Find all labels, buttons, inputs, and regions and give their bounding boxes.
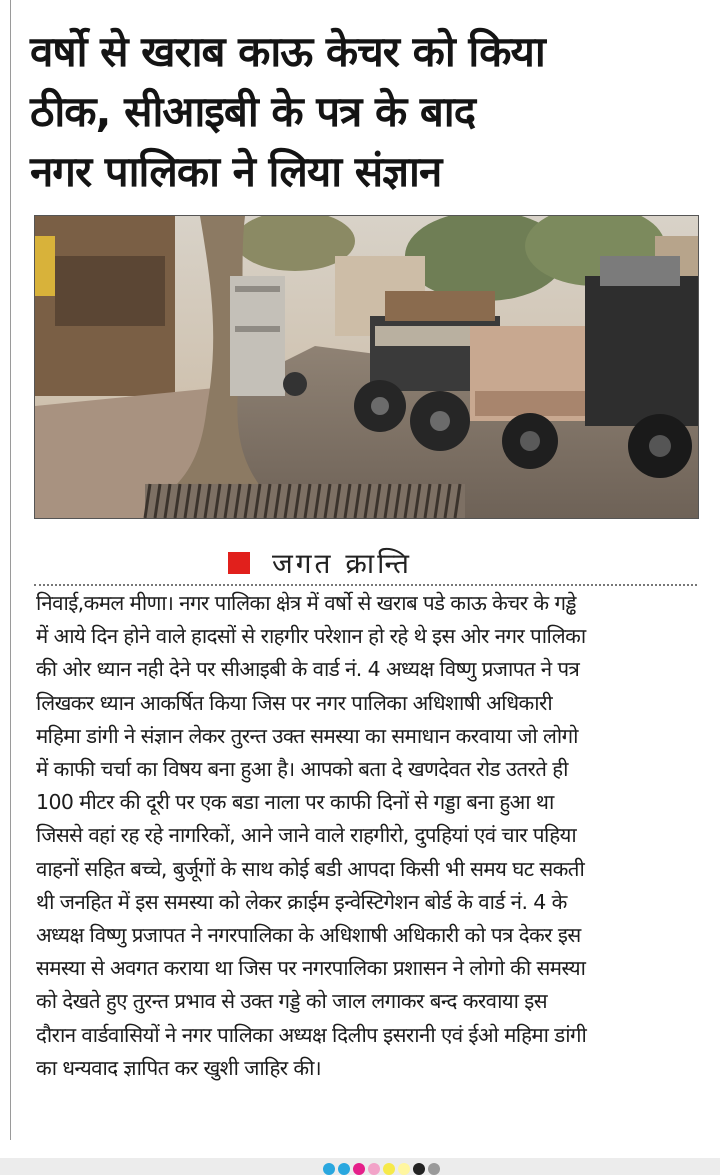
body-line: की ओर ध्यान नही देने पर सीआइबी के वार्ड नं. 4 अध्यक्ष विष्णु प्रजापत ने पत्र bbox=[36, 657, 580, 682]
body-line: दौरान वार्डवासियों ने नगर पालिका अध्यक्ष दिलीप इसरानी एवं ईओ महिमा डांगी bbox=[36, 1022, 587, 1047]
dotted-divider bbox=[34, 584, 697, 586]
color-chip bbox=[368, 1163, 380, 1175]
body-line: महिमा डांगी ने संज्ञान लेकर तुरन्त उक्त समस्या का समाधान करवाया जो लोगो bbox=[36, 723, 578, 748]
street-scene-image bbox=[35, 216, 698, 518]
byline bbox=[228, 545, 412, 581]
headline-line-1: वर्षो से खराब काऊ केचर को किया bbox=[30, 27, 545, 76]
body-line: में आये दिन होने वाले हादसों से राहगीर परेशान हो रहे थे इस ओर नगर पालिका bbox=[36, 624, 586, 649]
source-label: जगत क्रान्ति bbox=[272, 547, 412, 580]
body-line: अध्यक्ष विष्णु प्रजापत ने नगरपालिका के अधिशाषी अधिकारी को पत्र देकर इस bbox=[36, 923, 581, 948]
color-chip bbox=[383, 1163, 395, 1175]
body-line: को देखते हुए तुरन्त प्रभाव से उक्त गड्डे को जाल लगाकर बन्द करवाया इस bbox=[36, 989, 548, 1014]
body-line: जिससे वहां रह रहे नागरिकों, आने जाने वाले राहगीरो, दुपहियां एवं चार पहिया bbox=[36, 823, 577, 848]
headline-line-3: नगर पालिका ने लिया संज्ञान bbox=[30, 147, 442, 196]
body-line: 100 मीटर की दूरी पर एक बडा नाला पर काफी दिनों से गड्डा बना हुआ था bbox=[36, 790, 554, 815]
body-line: में काफी चर्चा का विषय बना हुआ है। आपको बता दे खणदेवत रोड उतरते ही bbox=[36, 757, 568, 782]
body-line: लिखकर ध्यान आकर्षित किया जिस पर नगर पालिका अधिशाषी अधिकारी bbox=[36, 690, 553, 715]
column-rule bbox=[10, 0, 11, 1140]
article-body bbox=[36, 587, 700, 1085]
color-chip bbox=[323, 1163, 335, 1175]
red-square-icon bbox=[228, 552, 250, 574]
body-line: वाहनों सहित बच्चे, बुर्जूगों के साथ कोई बडी आपदा किसी भी समय घट सकती bbox=[36, 856, 585, 881]
color-chip bbox=[353, 1163, 365, 1175]
headline-line-2: ठीक, सीआइबी के पत्र के बाद bbox=[30, 87, 475, 136]
body-line: का धन्यवाद ज्ञापित कर खुशी जाहिर की। bbox=[36, 1055, 322, 1080]
color-chip bbox=[413, 1163, 425, 1175]
color-chip bbox=[338, 1163, 350, 1175]
print-registration-marks bbox=[323, 1163, 440, 1175]
news-photo bbox=[34, 215, 699, 519]
color-chip bbox=[428, 1163, 440, 1175]
headline bbox=[30, 22, 710, 202]
body-line: थी जनहित में इस समस्या को लेकर क्राईम इन्वेस्टिगेशन बोर्ड के वार्ड नं. 4 के bbox=[36, 889, 567, 914]
color-chip bbox=[398, 1163, 410, 1175]
body-line: समस्या से अवगत कराया था जिस पर नगरपालिका प्रशासन ने लोगो की समस्या bbox=[36, 956, 586, 981]
body-line: निवाई,कमल मीणा। नगर पालिका क्षेत्र में वर्षो से खराब पडे काऊ केचर के गड्ढे bbox=[36, 591, 576, 615]
